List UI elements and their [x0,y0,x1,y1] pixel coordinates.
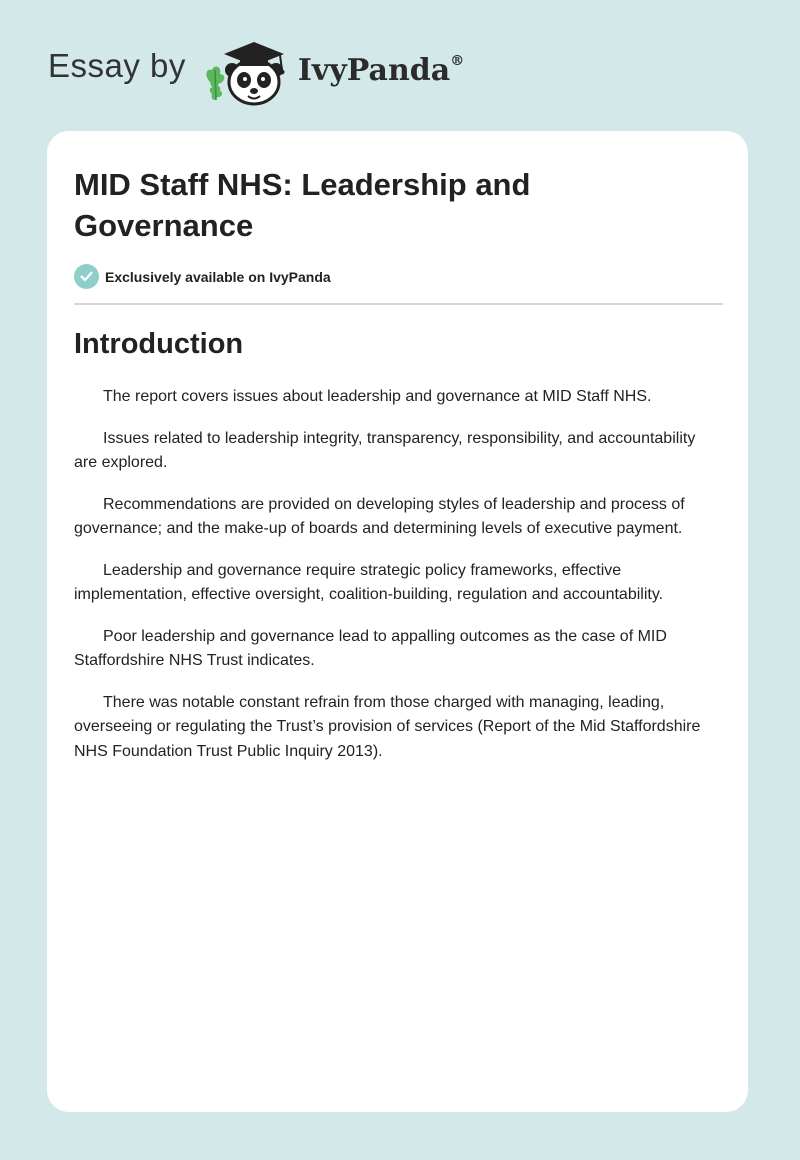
brand-name-text: IvyPanda [297,52,451,88]
panda-logo-icon [202,36,294,108]
brand-prefix: Essay by [48,47,186,84]
brand-header[interactable] [48,36,464,108]
paragraph: Leadership and governance require strategic policy frameworks, effective implementation, effective oversight, coalition-building, regulation and accountability. [74,561,664,603]
paragraph: The report covers issues about leadership and governance at MID Staff NHS. [103,388,652,405]
check-icon [74,264,99,289]
section-heading: Introduction [74,328,244,360]
paragraph: Issues related to leadership integrity, transparency, responsibility, and accountability are explored. [74,429,696,471]
paragraph: Poor leadership and governance lead to appalling outcomes as the case of MID Staffordshire NHS Trust indicates. [74,627,667,669]
paragraph: There was notable constant refrain from those charged with managing, leading, overseeing or regulating the Trust’s provision of services (Report of the Mid Staffordshire NHS Foundation Trust Public Inquiry 2013). [74,693,701,760]
registered-mark: ® [450,52,465,69]
essay-card [47,131,748,1112]
exclusive-label: Exclusively available on IvyPanda [105,268,331,285]
brand-name [298,53,464,88]
paragraph: Recommendations are provided on developing styles of leadership and process of governance; and the make-up of boards and determining levels of executive payment. [74,495,685,537]
essay-body [74,385,717,781]
exclusive-badge [74,264,331,289]
essay-title: MID Staff NHS: Leadership and Governance [74,167,531,243]
divider [74,303,723,305]
